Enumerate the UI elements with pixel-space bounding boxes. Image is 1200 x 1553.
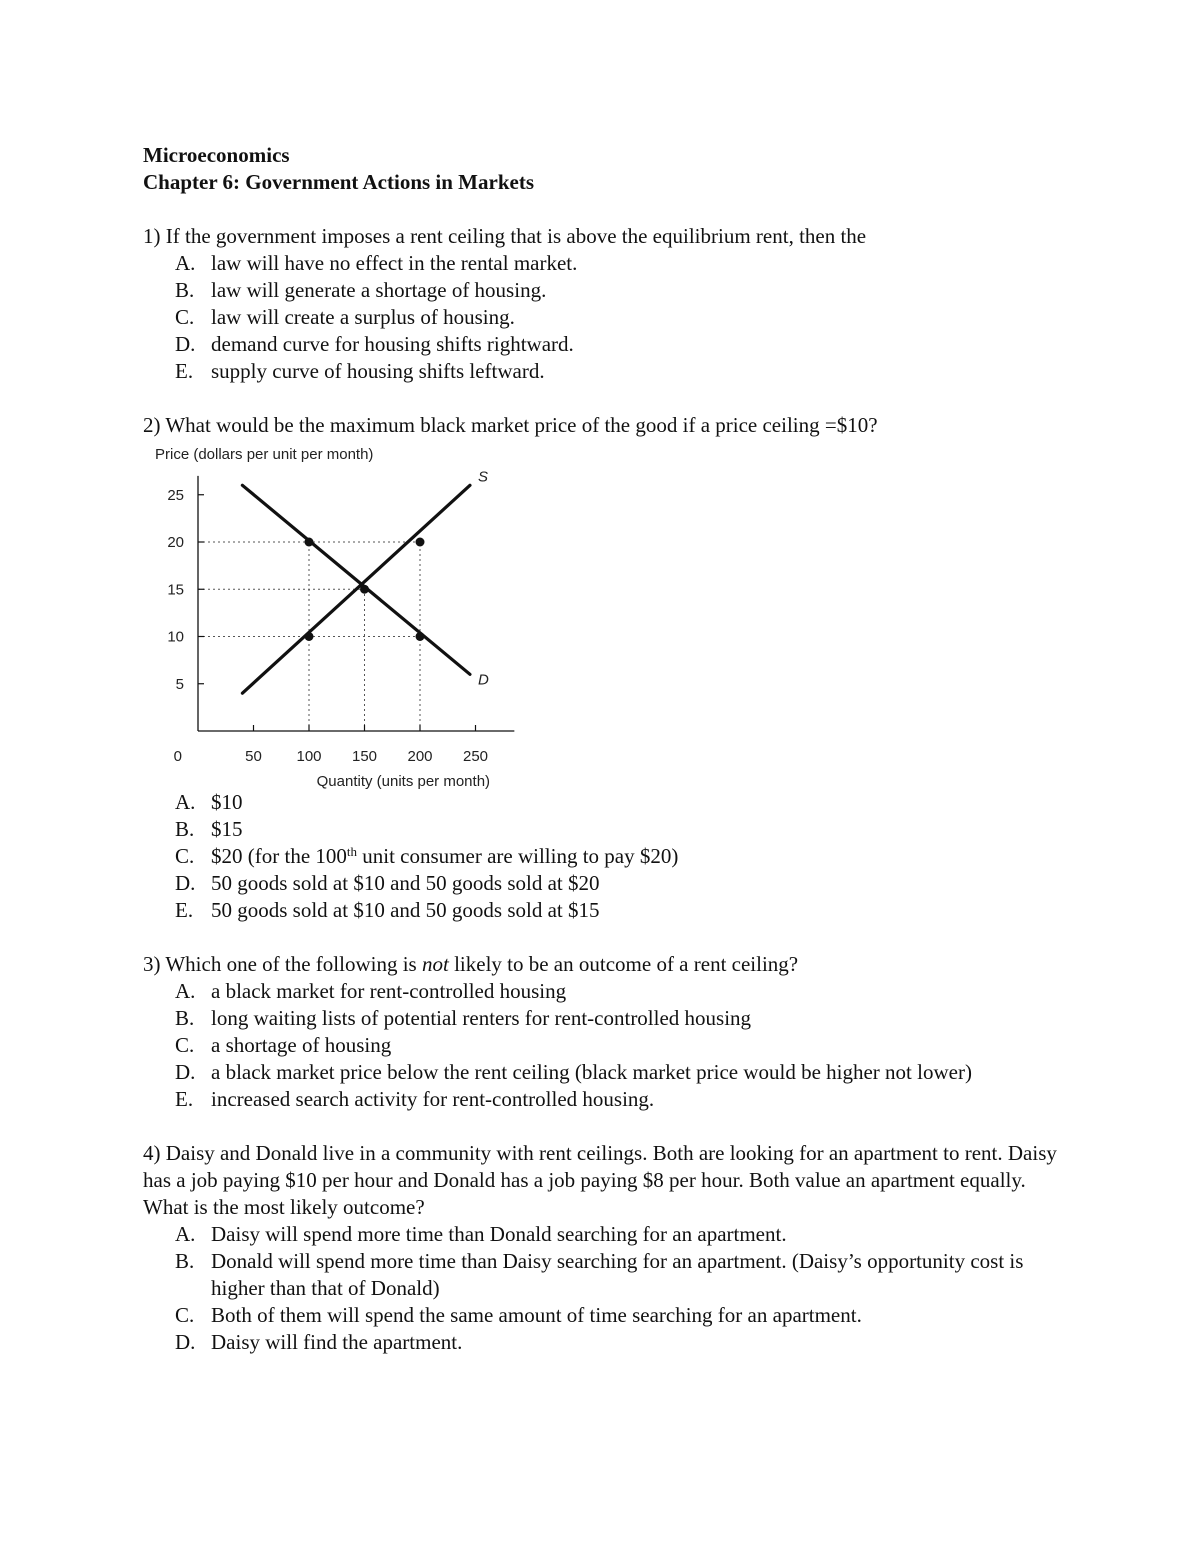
superscript-th: th [346,844,358,859]
question-1 [143,223,1073,385]
chart-svg [143,439,563,789]
option-text: $10 [211,790,243,814]
option-b [143,277,1073,304]
option-text: Daisy will find the apartment. [211,1330,463,1354]
supply-demand-chart [143,439,563,789]
option-a [143,978,1073,1005]
option-text: law will generate a shortage of housing. [211,278,547,302]
question-stem: 1) If the government imposes a rent ceiling that is above the equilibrium rent, then the [143,224,867,248]
data-point-200-20 [416,538,425,547]
data-point-100-10 [305,632,314,641]
option-a [143,250,1073,277]
option-text: Donald will spend more time than Daisy searching for an apartment. (Daisy’s opportunity cost is higher than that of Donald) [211,1249,1024,1300]
stem-start: 3) Which one of the following is [143,952,422,976]
y-tick-label-15: 15 [167,581,184,599]
y-tick-label-20: 20 [167,534,184,551]
x-tick-label-100: 100 [296,748,322,765]
option-c [143,1302,1073,1329]
option-a [143,789,1073,816]
option-text: a black market price below the rent ceiling (black market price would be higher not lower) [211,1060,972,1084]
chapter-title: Chapter 6: Government Actions in Markets [143,170,534,194]
option-e [143,358,1073,385]
data-point-150-15 [360,585,369,594]
option-b [143,1248,1073,1302]
option-text: Both of them will spend the same amount of time searching for an apartment. [211,1303,862,1327]
x-tick-label-50: 50 [245,748,262,765]
question-stem: 2) What would be the maximum black market price of the good if a price ceiling =$10? [143,413,878,437]
option-letter: D. [175,871,196,895]
option-text: law will create a surplus of housing. [211,305,515,329]
option-text: Daisy will spend more time than Donald searching for an apartment. [211,1222,787,1246]
option-b [143,816,1073,843]
course-title: Microeconomics [143,143,290,167]
series-label-d: D [477,671,489,689]
data-point-200-10 [416,632,425,641]
x-tick-label-250: 250 [462,748,489,765]
option-letter: C. [175,1033,195,1057]
option-letter: B. [175,1006,195,1030]
question-stem: 4) Daisy and Donald live in a community with rent ceilings. Both are looking for an apartment to rent. Daisy has a job paying $10 per hour and Donald has a job paying $8 per hour. Both value an apartment equally. What is the most likely outcome? [143,1141,1057,1219]
x-tick-label-200: 200 [407,748,433,765]
option-e [143,1086,1073,1113]
answer-options [143,789,1073,924]
option-text-end: unit consumer are willing to pay $20) [357,844,679,868]
answer-options [143,1221,1073,1356]
question-stem [143,951,1073,978]
option-b [143,1005,1073,1032]
stem-end: likely to be an outcome of a rent ceiling? [448,952,799,976]
y-tick-label-5: 5 [175,675,184,693]
option-text: a shortage of housing [211,1033,392,1057]
option-text: 50 goods sold at $10 and 50 goods sold at $15 [211,898,600,922]
x-tick-label-150: 150 [351,748,378,765]
option-letter: A. [175,790,196,814]
series-line-s [242,485,470,693]
series-line-d [242,485,470,674]
option-letter: C. [175,844,195,868]
option-c [143,304,1073,331]
stem-emphasis: not [421,952,449,976]
question-2 [143,412,1073,924]
option-letter: D. [175,332,196,356]
option-a [143,1221,1073,1248]
answer-options [143,250,1073,385]
option-letter: C. [175,305,195,329]
question-3 [143,951,1073,1113]
option-letter: A. [175,251,196,275]
option-text-start: $20 (for the 100 [211,844,347,868]
option-letter: E. [175,898,194,922]
option-letter: A. [175,979,196,1003]
option-text: increased search activity for rent-controlled housing. [211,1087,655,1111]
option-d [143,331,1073,358]
option-letter: E. [175,359,194,383]
option-letter: C. [175,1303,195,1327]
option-letter: A. [175,1222,196,1246]
option-text: $15 [211,817,243,841]
y-axis-label: Price (dollars per unit per month) [155,446,374,463]
x-axis-label: Quantity (units per month) [316,773,491,789]
question-4 [143,1140,1073,1356]
option-letter: B. [175,1249,195,1273]
option-text: demand curve for housing shifts rightward. [211,332,574,356]
option-text: law will have no effect in the rental market. [211,251,578,275]
option-d [143,1059,1073,1086]
option-c [143,843,1073,870]
answer-options [143,978,1073,1113]
y-tick-label-25: 25 [167,486,184,504]
option-letter: D. [175,1060,196,1084]
option-text: supply curve of housing shifts leftward. [211,359,545,383]
option-letter: B. [175,278,195,302]
option-letter: E. [175,1087,194,1111]
option-d [143,1329,1073,1356]
option-text: long waiting lists of potential renters for rent-controlled housing [211,1006,752,1030]
document-page [143,142,1073,1356]
option-d [143,870,1073,897]
y-tick-label-10: 10 [167,628,184,646]
option-c [143,1032,1073,1059]
option-text: 50 goods sold at $10 and 50 goods sold at $20 [211,871,600,895]
series-label-s: S [477,468,488,486]
option-letter: B. [175,817,195,841]
option-e [143,897,1073,924]
origin-label: 0 [173,748,182,765]
option-text: a black market for rent-controlled housing [211,979,567,1003]
option-letter: D. [175,1330,196,1354]
data-point-100-20 [305,538,314,547]
